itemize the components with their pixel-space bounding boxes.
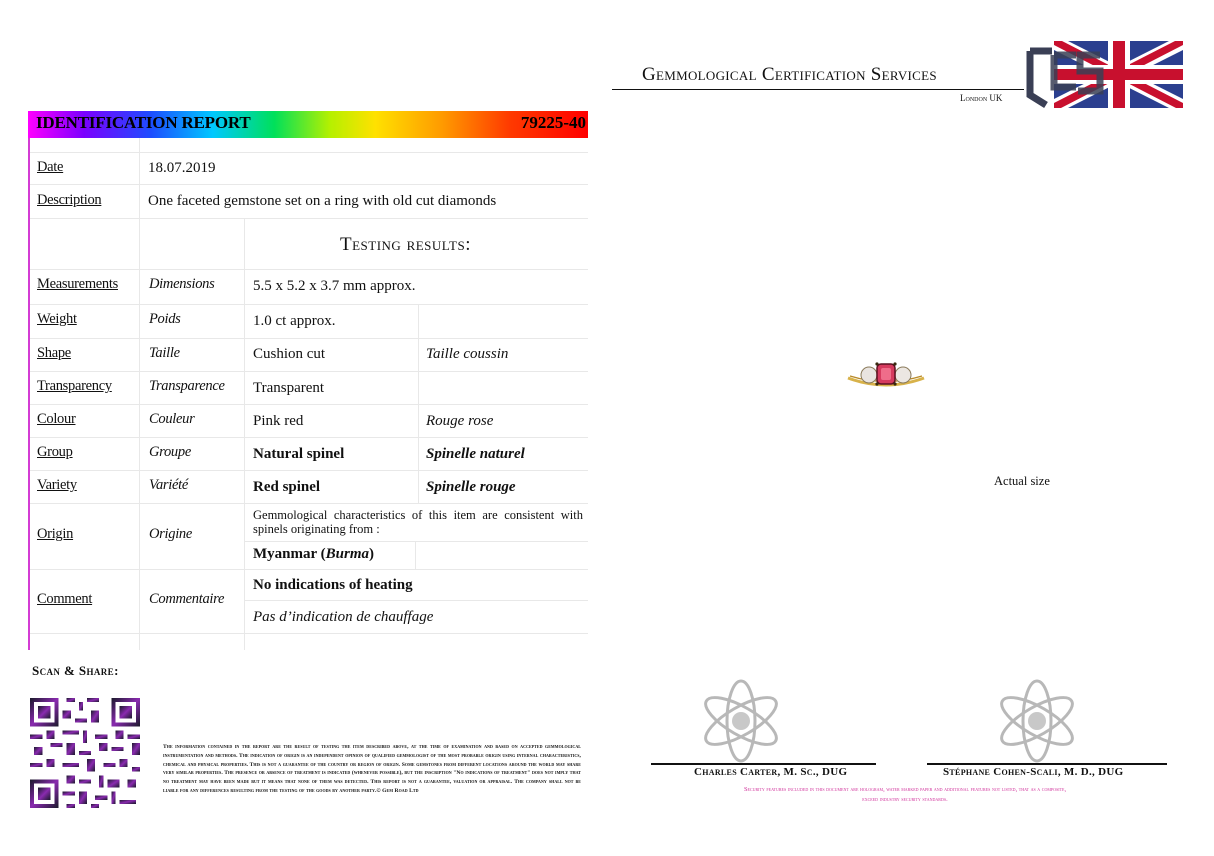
row-value: Natural spinel [253,446,345,462]
row-label-en: Transparency [37,378,112,394]
row-label-en: Measurements [37,276,118,292]
actual-size-caption: Actual size [994,474,1050,488]
row-value: Cushion cut [253,346,326,362]
origin-label-fr: Origine [149,526,193,542]
origin-label: Origin [37,526,74,542]
report-title: IDENTIFICATION REPORT [36,113,251,132]
atom-hologram-icon [698,678,784,764]
date-label: Date [37,159,64,175]
row-value-fr: Spinelle naturel [426,446,525,462]
row-value-fr: Rouge rose [426,413,494,429]
origin-country: Myanmar (Burma) [253,546,374,562]
row-label-en: Weight [37,311,77,327]
row-value: Transparent [253,380,325,396]
row-label-fr: Dimensions [149,276,215,292]
row-label-fr: Poids [149,311,181,327]
row-value-fr: Taille coussin [426,346,509,362]
comment-value: No indications of heating [253,577,413,593]
scan-share-label: Scan & Share: [32,663,119,678]
table-left-accent [28,138,30,650]
row-label-fr: Couleur [149,411,195,427]
header-rule [612,89,1024,90]
signatory-name: Stéphane Cohen-Scali, M. D., DUG [943,766,1124,778]
row-label-en: Variety [37,477,77,493]
row-value: Red spinel [253,479,321,495]
company-name: Gemmological Certification Services [642,64,937,85]
testing-results-heading: Testing results: [340,234,472,255]
row-value: 1.0 ct approx. [253,313,336,329]
row-label-en: Shape [37,345,71,361]
comment-label-fr: Commentaire [149,591,225,607]
row-label-fr: Taille [149,345,180,361]
row-label-fr: Groupe [149,444,191,460]
origin-note: Gemmological characteristics of this item are consistent with spinels originating from : [253,508,583,536]
signature-line [927,763,1167,765]
date-value: 18.07.2019 [148,160,216,176]
row-label-en: Colour [37,411,76,427]
ring-photo [844,352,928,396]
legal-disclaimer: The information contained in the report are the result of testing the item described above, at the time of examination and based on accepted gemmological instrumentation and methods. The indication of origin is an independent opinion of qualified gemmologist of the most probable origin using internal characteristics, chemical and physical properties. This is not a guarantee of the country or region of origin. Some gemstones from different locations around the world may share very similar properties. The presence or absence of treatment is indicated (whenever possible), but the inscription "No indications of treatment" does not imply that no treatment may have been made but it means that none of them was detected. This report is not a guarantee, valuation or appraisal. The company shall not be liable for any differences resulting from the testing of the goods by another party.© Gem Road Ltd [163,744,581,794]
company-location: London UK [960,93,1003,103]
row-label-fr: Variété [149,477,188,493]
security-features-note: Security features included in this document are hologram, water marked paper and additional features not listed, that as a composite, exceed industry security standards. [743,786,1067,803]
row-label-en: Group [37,444,73,460]
row-value: Pink red [253,413,304,429]
description-label: Description [37,192,102,208]
signatory-name: Charles Carter, M. Sc., DUG [694,766,848,778]
row-value: 5.5 x 5.2 x 3.7 mm approx. [253,278,416,294]
comment-label: Comment [37,591,93,607]
signature-line [651,763,876,765]
qr-code-icon[interactable] [26,694,144,812]
description-value: One faceted gemstone set on a ring with old cut diamonds [148,193,497,209]
comment-value-fr: Pas d’indication de chauffage [253,609,434,625]
atom-hologram-icon [994,678,1080,764]
report-number: 79225-40 [520,113,586,132]
row-value-fr: Spinelle rouge [426,479,516,495]
gcs-union-flag-logo [1024,41,1183,108]
row-label-fr: Transparence [149,378,225,394]
